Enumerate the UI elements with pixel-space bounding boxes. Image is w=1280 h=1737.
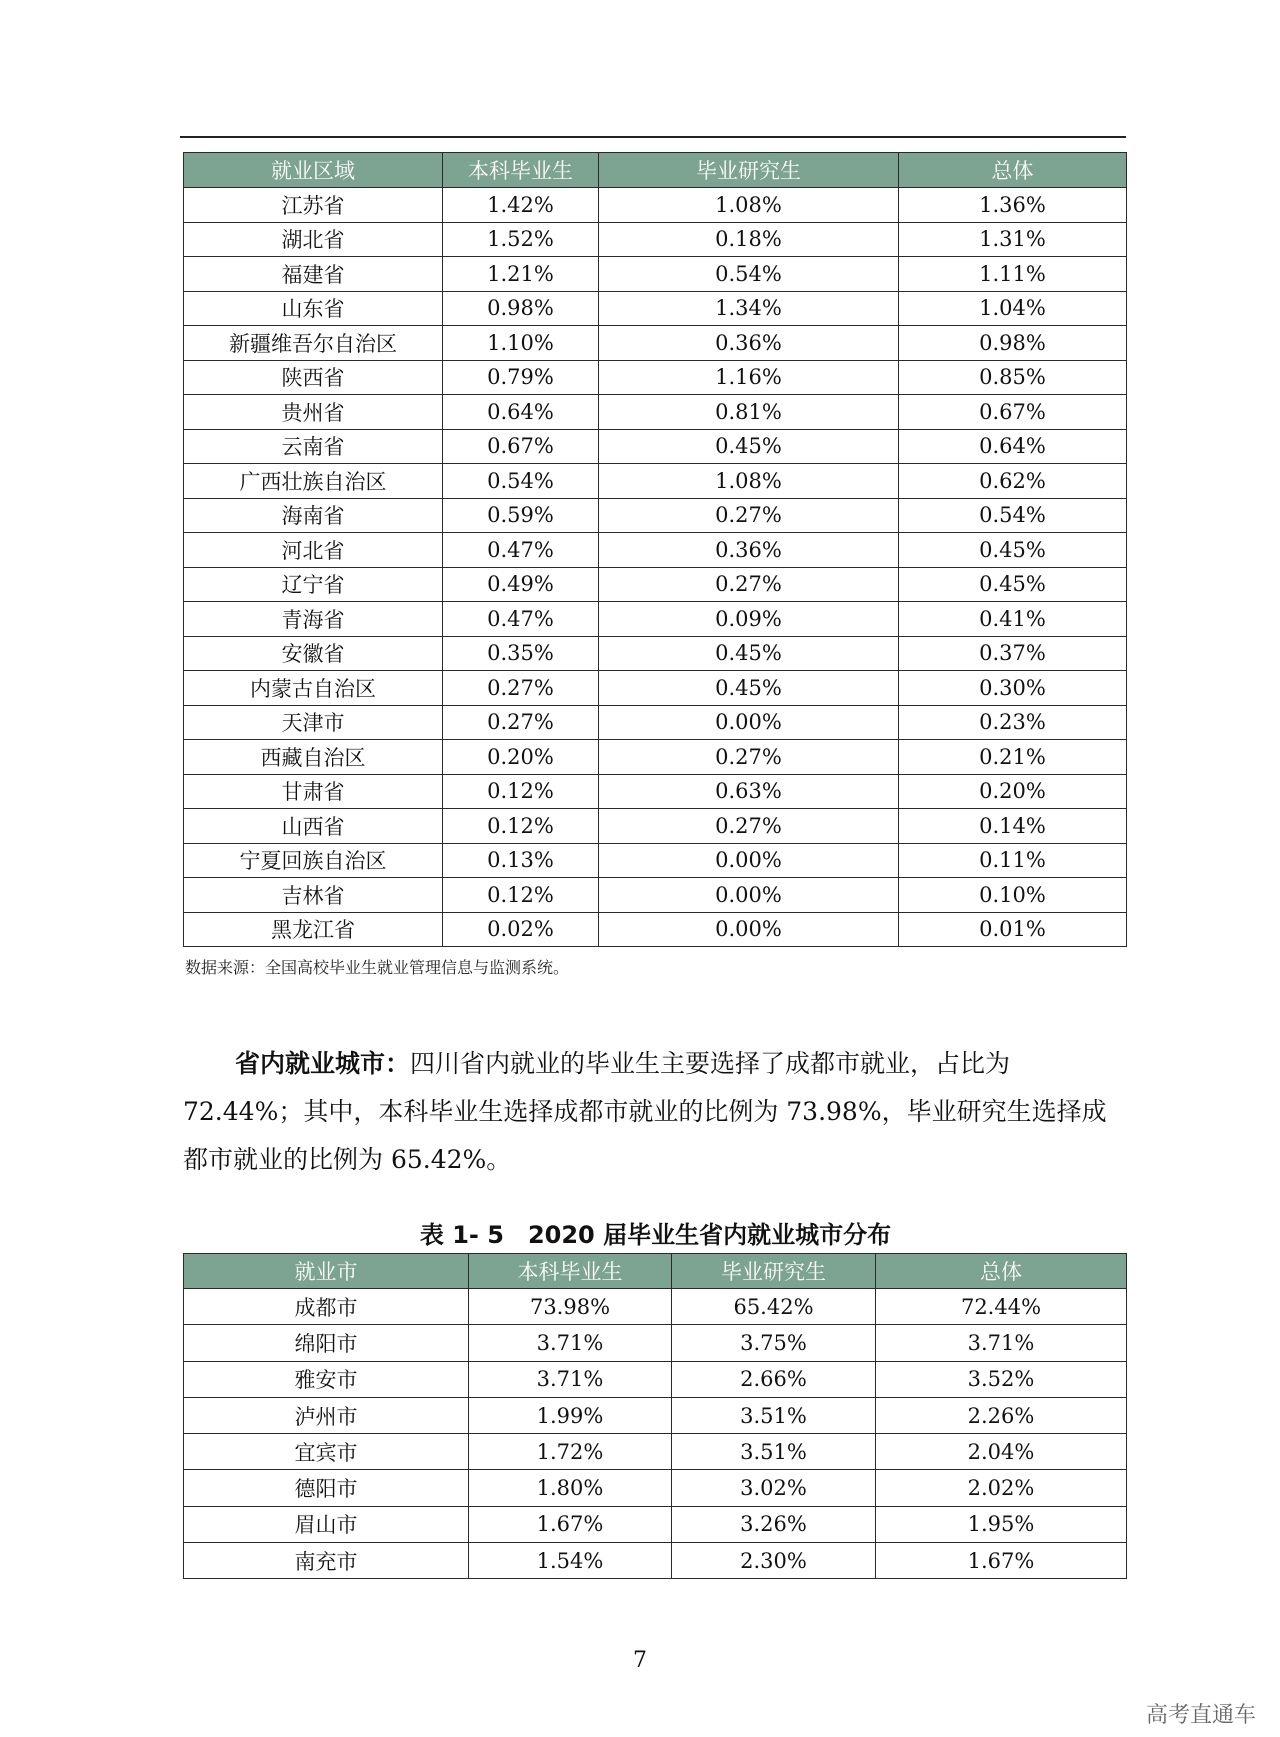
cell-postgrad: 0.00% — [599, 912, 899, 947]
cell-name: 雅安市 — [184, 1361, 469, 1397]
table-row — [184, 878, 1127, 913]
cell-undergrad: 1.10% — [443, 326, 599, 361]
cell-name: 陕西省 — [184, 360, 443, 395]
table-row — [184, 1397, 1127, 1433]
cell-postgrad: 2.30% — [672, 1543, 876, 1579]
cell-undergrad: 0.67% — [443, 429, 599, 464]
table-row — [184, 602, 1127, 637]
cell-name: 新疆维吾尔自治区 — [184, 326, 443, 361]
cell-name: 绵阳市 — [184, 1325, 469, 1361]
cell-undergrad: 0.02% — [443, 912, 599, 947]
cell-name: 黑龙江省 — [184, 912, 443, 947]
cell-postgrad: 0.45% — [599, 429, 899, 464]
header-undergrad: 本科毕业生 — [469, 1254, 672, 1289]
cell-overall: 0.11% — [899, 843, 1127, 878]
header-region: 就业区域 — [184, 153, 443, 188]
table-header-row — [184, 153, 1127, 188]
cell-postgrad: 0.00% — [599, 843, 899, 878]
cell-undergrad: 0.98% — [443, 291, 599, 326]
table-row — [184, 1470, 1127, 1506]
table-row — [184, 257, 1127, 292]
cell-overall: 0.62% — [899, 464, 1127, 499]
cell-postgrad: 1.08% — [599, 464, 899, 499]
cell-undergrad: 0.47% — [443, 533, 599, 568]
cell-undergrad: 1.99% — [469, 1397, 672, 1433]
cell-undergrad: 1.67% — [469, 1506, 672, 1542]
cell-postgrad: 0.54% — [599, 257, 899, 292]
cell-name: 南充市 — [184, 1543, 469, 1579]
cell-name: 天津市 — [184, 705, 443, 740]
cell-undergrad: 0.54% — [443, 464, 599, 499]
cell-overall: 0.45% — [899, 533, 1127, 568]
cell-overall: 0.98% — [899, 326, 1127, 361]
table-row — [184, 533, 1127, 568]
cell-postgrad: 65.42% — [672, 1289, 876, 1325]
cell-undergrad: 3.71% — [469, 1361, 672, 1397]
cell-name: 宁夏回族自治区 — [184, 843, 443, 878]
paragraph-text: 四川省内就业的毕业生主要选择了成都市就业，占比为 72.44%；其中，本科毕业生选择成都市就业的比例为 73.98%，毕业研究生选择成都市就业的比例为 65.42%。 — [183, 1049, 1107, 1174]
header-undergrad: 本科毕业生 — [443, 153, 599, 188]
cell-overall: 0.54% — [899, 498, 1127, 533]
cell-overall: 0.23% — [899, 705, 1127, 740]
cell-name: 广西壮族自治区 — [184, 464, 443, 499]
cell-undergrad: 1.80% — [469, 1470, 672, 1506]
cell-name: 湖北省 — [184, 222, 443, 257]
cell-overall: 0.30% — [899, 671, 1127, 706]
cell-undergrad: 1.52% — [443, 222, 599, 257]
table-row — [184, 326, 1127, 361]
cell-overall: 0.41% — [899, 602, 1127, 637]
table-row — [184, 740, 1127, 775]
cell-postgrad: 0.27% — [599, 740, 899, 775]
cell-overall: 72.44% — [876, 1289, 1127, 1325]
cell-postgrad: 0.00% — [599, 878, 899, 913]
cell-postgrad: 0.81% — [599, 395, 899, 430]
cell-overall: 1.04% — [899, 291, 1127, 326]
cell-name: 泸州市 — [184, 1397, 469, 1433]
cell-name: 吉林省 — [184, 878, 443, 913]
table-row — [184, 395, 1127, 430]
cell-name: 西藏自治区 — [184, 740, 443, 775]
header-postgrad: 毕业研究生 — [599, 153, 899, 188]
cell-undergrad: 0.59% — [443, 498, 599, 533]
cell-overall: 2.02% — [876, 1470, 1127, 1506]
cell-name: 贵州省 — [184, 395, 443, 430]
paragraph-lead: 省内就业城市： — [235, 1049, 411, 1078]
cell-name: 眉山市 — [184, 1506, 469, 1542]
cell-postgrad: 0.09% — [599, 602, 899, 637]
table-row — [184, 774, 1127, 809]
table-row — [184, 671, 1127, 706]
cell-postgrad: 1.34% — [599, 291, 899, 326]
cell-postgrad: 3.26% — [672, 1506, 876, 1542]
cell-postgrad: 0.00% — [599, 705, 899, 740]
cell-undergrad: 0.35% — [443, 636, 599, 671]
cell-overall: 0.37% — [899, 636, 1127, 671]
cell-overall: 1.36% — [899, 188, 1127, 223]
cell-postgrad: 2.66% — [672, 1361, 876, 1397]
table-row — [184, 1325, 1127, 1361]
cell-undergrad: 0.49% — [443, 567, 599, 602]
cell-postgrad: 0.27% — [599, 567, 899, 602]
cell-undergrad: 0.64% — [443, 395, 599, 430]
cell-overall: 1.95% — [876, 1506, 1127, 1542]
cell-overall: 0.20% — [899, 774, 1127, 809]
cell-postgrad: 0.45% — [599, 671, 899, 706]
cell-name: 甘肃省 — [184, 774, 443, 809]
cell-undergrad: 0.20% — [443, 740, 599, 775]
source-note: 数据来源：全国高校毕业生就业管理信息与监测系统。 — [185, 958, 570, 977]
cell-postgrad: 3.51% — [672, 1397, 876, 1433]
cell-postgrad: 0.63% — [599, 774, 899, 809]
cell-name: 海南省 — [184, 498, 443, 533]
city-employment-table — [183, 1253, 1127, 1579]
table-row — [184, 498, 1127, 533]
table-row — [184, 636, 1127, 671]
cell-name: 成都市 — [184, 1289, 469, 1325]
cell-overall: 0.64% — [899, 429, 1127, 464]
cell-undergrad: 0.27% — [443, 671, 599, 706]
cell-undergrad: 3.71% — [469, 1325, 672, 1361]
cell-postgrad: 0.18% — [599, 222, 899, 257]
header-overall: 总体 — [899, 153, 1127, 188]
cell-name: 德阳市 — [184, 1470, 469, 1506]
table-row — [184, 291, 1127, 326]
cell-postgrad: 0.36% — [599, 326, 899, 361]
cell-name: 云南省 — [184, 429, 443, 464]
cell-overall: 3.52% — [876, 1361, 1127, 1397]
body-paragraph — [183, 1040, 1128, 1184]
table-row — [184, 222, 1127, 257]
table-row — [184, 567, 1127, 602]
cell-overall: 1.67% — [876, 1543, 1127, 1579]
table-row — [184, 843, 1127, 878]
cell-postgrad: 0.36% — [599, 533, 899, 568]
table-header-row — [184, 1254, 1127, 1289]
cell-name: 河北省 — [184, 533, 443, 568]
cell-postgrad: 3.02% — [672, 1470, 876, 1506]
cell-overall: 0.14% — [899, 809, 1127, 844]
cell-undergrad: 1.42% — [443, 188, 599, 223]
table-row — [184, 464, 1127, 499]
cell-undergrad: 1.54% — [469, 1543, 672, 1579]
table-row — [184, 1361, 1127, 1397]
cell-undergrad: 73.98% — [469, 1289, 672, 1325]
cell-overall: 0.85% — [899, 360, 1127, 395]
cell-postgrad: 3.51% — [672, 1434, 876, 1470]
cell-name: 福建省 — [184, 257, 443, 292]
cell-overall: 0.45% — [899, 567, 1127, 602]
cell-overall: 1.31% — [899, 222, 1127, 257]
header-overall: 总体 — [876, 1254, 1127, 1289]
cell-postgrad: 0.27% — [599, 809, 899, 844]
cell-undergrad: 1.21% — [443, 257, 599, 292]
cell-overall: 1.11% — [899, 257, 1127, 292]
table-row — [184, 429, 1127, 464]
cell-postgrad: 0.27% — [599, 498, 899, 533]
table-row — [184, 912, 1127, 947]
table-caption: 表 1- 5 2020 届毕业生省内就业城市分布 — [419, 1221, 892, 1249]
cell-undergrad: 0.12% — [443, 878, 599, 913]
cell-undergrad: 1.72% — [469, 1434, 672, 1470]
cell-name: 辽宁省 — [184, 567, 443, 602]
cell-postgrad: 1.16% — [599, 360, 899, 395]
cell-name: 内蒙古自治区 — [184, 671, 443, 706]
table-row — [184, 360, 1127, 395]
cell-overall: 3.71% — [876, 1325, 1127, 1361]
table-row — [184, 1543, 1127, 1579]
cell-name: 山西省 — [184, 809, 443, 844]
table-row — [184, 705, 1127, 740]
cell-name: 宜宾市 — [184, 1434, 469, 1470]
cell-name: 山东省 — [184, 291, 443, 326]
cell-postgrad: 3.75% — [672, 1325, 876, 1361]
cell-overall: 2.26% — [876, 1397, 1127, 1433]
header-city: 就业市 — [184, 1254, 469, 1289]
cell-overall: 0.10% — [899, 878, 1127, 913]
top-rule — [180, 136, 1126, 138]
cell-undergrad: 0.13% — [443, 843, 599, 878]
page-number: 7 — [633, 1648, 647, 1673]
table-row — [184, 1289, 1127, 1325]
cell-overall: 2.04% — [876, 1434, 1127, 1470]
table-row — [184, 1506, 1127, 1542]
province-employment-table — [183, 152, 1127, 947]
cell-undergrad: 0.12% — [443, 809, 599, 844]
cell-postgrad: 0.45% — [599, 636, 899, 671]
header-postgrad: 毕业研究生 — [672, 1254, 876, 1289]
cell-overall: 0.21% — [899, 740, 1127, 775]
cell-undergrad: 0.47% — [443, 602, 599, 637]
cell-undergrad: 0.79% — [443, 360, 599, 395]
cell-name: 江苏省 — [184, 188, 443, 223]
cell-name: 安徽省 — [184, 636, 443, 671]
cell-postgrad: 1.08% — [599, 188, 899, 223]
watermark: 高考直通车 — [1145, 1703, 1256, 1728]
cell-overall: 0.01% — [899, 912, 1127, 947]
table-row — [184, 809, 1127, 844]
cell-name: 青海省 — [184, 602, 443, 637]
table-row — [184, 1434, 1127, 1470]
table-row — [184, 188, 1127, 223]
cell-undergrad: 0.12% — [443, 774, 599, 809]
cell-undergrad: 0.27% — [443, 705, 599, 740]
cell-overall: 0.67% — [899, 395, 1127, 430]
